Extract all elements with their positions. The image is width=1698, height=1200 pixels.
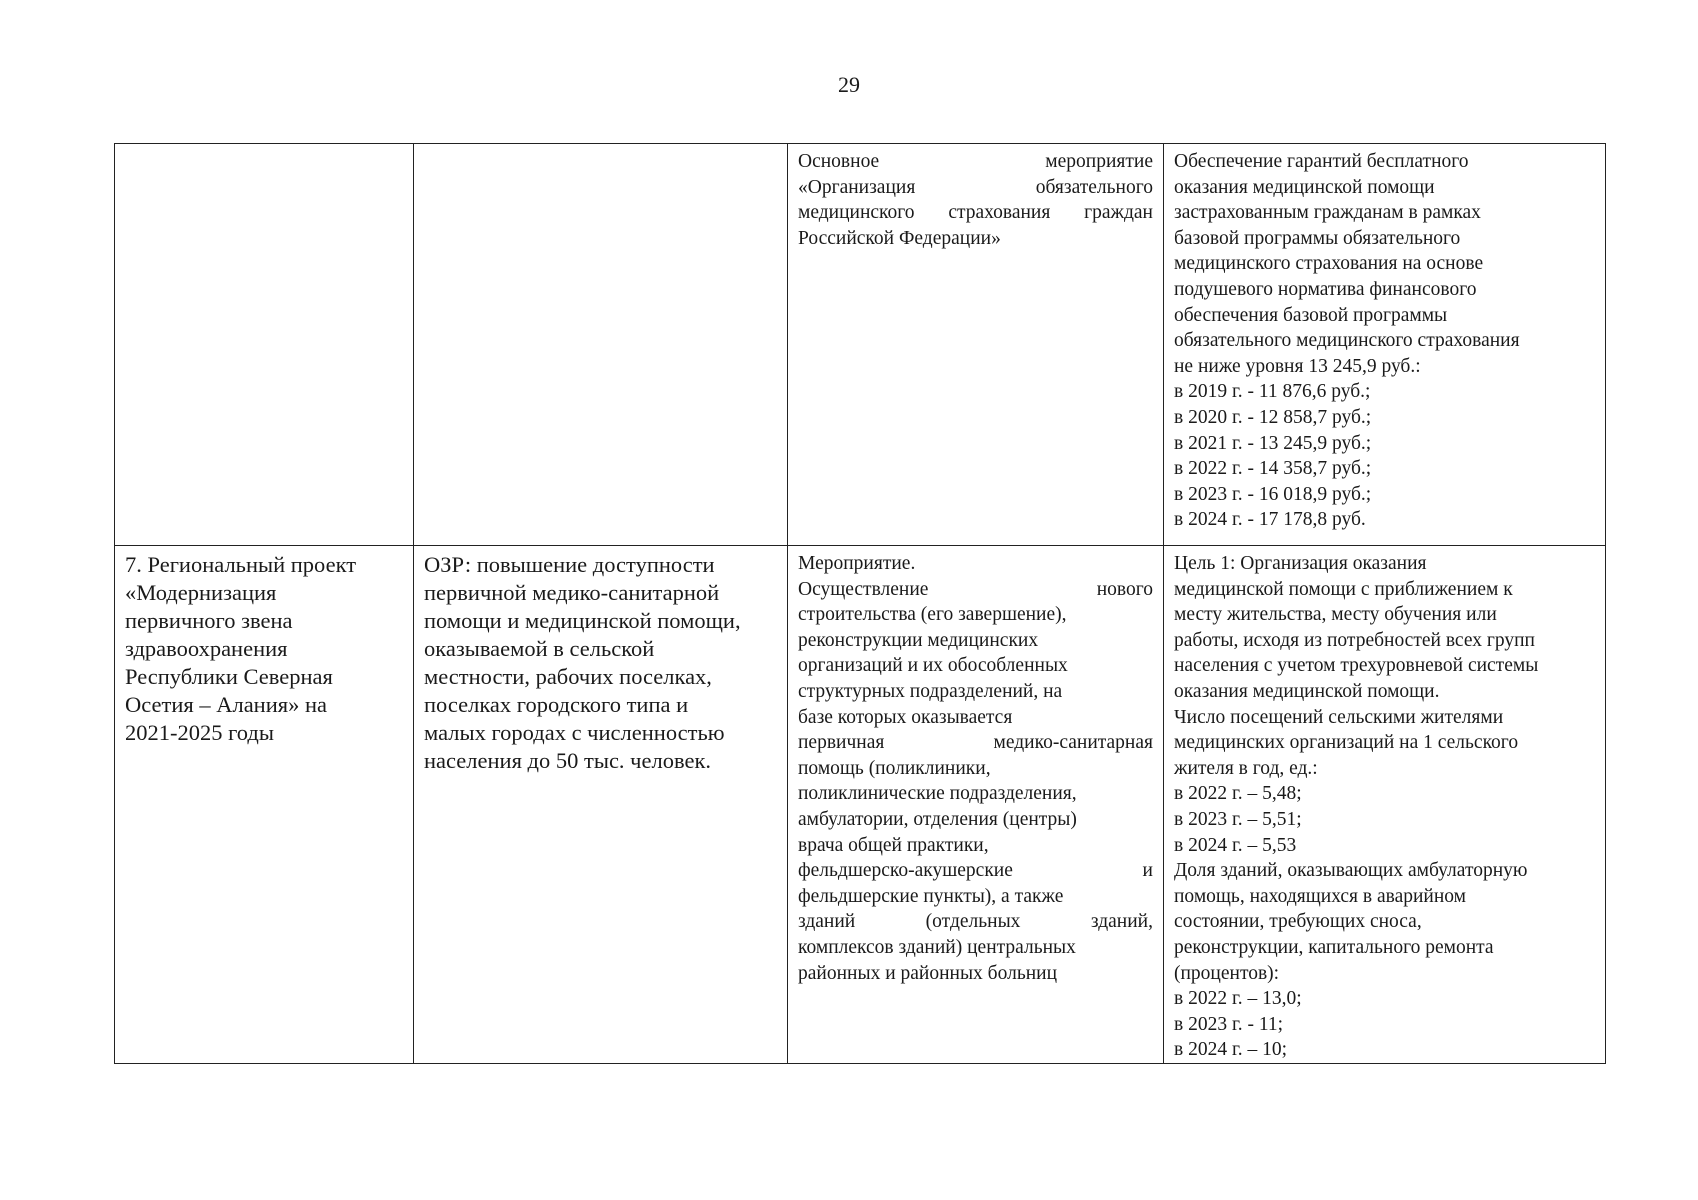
text-line: застрахованным гражданам в рамках xyxy=(1174,202,1481,224)
text-line: работы, исходя из потребностей всех групп xyxy=(1174,629,1535,651)
text-line: базовой программы обязательного xyxy=(1174,227,1461,249)
text-line: 7. Региональный проект xyxy=(125,552,357,577)
text-line: в 2022 г. - 14 358,7 руб.; xyxy=(1174,458,1372,480)
table-cell-indicators xyxy=(1164,546,1606,1064)
text-line: фельдшерские пункты), а также xyxy=(798,885,1064,907)
text-line: «Организация обязательного xyxy=(798,176,1153,198)
text-line: Основное мероприятие xyxy=(798,151,1153,172)
text-line: амбулатории, отделения (центры) xyxy=(798,808,1077,830)
text-line: Доля зданий, оказывающих амбулаторную xyxy=(1174,860,1528,882)
text-line: Мероприятие. xyxy=(798,553,916,574)
text-line: в 2022 г. – 13,0; xyxy=(1174,988,1302,1010)
text-line: местности, рабочих поселках, xyxy=(424,664,712,689)
text-line: помощи и медицинской помощи, xyxy=(424,608,741,633)
text-line: в 2023 г. - 11; xyxy=(1174,1013,1284,1035)
text-line: в 2024 г. – 5,53 xyxy=(1174,834,1297,856)
text-line: обеспечения базовой программы xyxy=(1174,304,1448,326)
text-line: жителя в год, ед.: xyxy=(1174,757,1318,779)
text-line: месту жительства, месту обучения или xyxy=(1174,604,1497,626)
text-line: поликлинические подразделения, xyxy=(798,783,1077,805)
table-cell-goal xyxy=(414,546,788,1064)
text-line: Российской Федерации» xyxy=(798,227,1001,249)
text-line: Обеспечение гарантий бесплатного xyxy=(1174,151,1469,172)
text-line: в 2023 г. - 16 018,9 руб.; xyxy=(1174,483,1372,505)
table-cell-empty xyxy=(414,144,788,546)
text-line: не ниже уровня 13 245,9 руб.: xyxy=(1174,355,1421,377)
text-line: помощь, находящихся в аварийном xyxy=(1174,885,1466,907)
table-row xyxy=(115,144,1606,546)
text-line: 2021-2025 годы xyxy=(125,720,274,745)
text-line: районных и районных больниц xyxy=(798,962,1058,984)
table-cell-activity xyxy=(788,546,1164,1064)
program-table xyxy=(114,143,1606,1064)
text-line: в 2020 г. - 12 858,7 руб.; xyxy=(1174,406,1372,428)
text-line: базе которых оказывается xyxy=(798,706,1013,728)
text-line: в 2019 г. - 11 876,6 руб.; xyxy=(1174,381,1371,403)
text-line: строительства (его завершение), xyxy=(798,604,1067,626)
text-line: в 2021 г. - 13 245,9 руб.; xyxy=(1174,432,1372,454)
text-line: обязательного медицинского страхования xyxy=(1174,330,1520,352)
text-line: здравоохранения xyxy=(125,636,288,661)
text-line: первичная медико-санитарная xyxy=(798,732,1153,754)
text-line: в 2024 г. - 17 178,8 руб. xyxy=(1174,509,1366,531)
text-line: поселках городского типа и xyxy=(424,692,689,717)
text-line: структурных подразделений, на xyxy=(798,680,1063,702)
text-line: малых городах с численностью xyxy=(424,720,725,745)
text-line: медицинской помощи с приближением к xyxy=(1174,578,1513,600)
text-line: фельдшерско-акушерские и xyxy=(798,860,1153,882)
text-line: Республики Северная xyxy=(125,664,333,689)
text-line: врача общей практики, xyxy=(798,834,989,856)
text-line: (процентов): xyxy=(1174,962,1280,984)
text-line: в 2022 г. – 5,48; xyxy=(1174,783,1302,805)
text-line: ОЗР: повышение доступности xyxy=(424,552,715,577)
text-line: комплексов зданий) центральных xyxy=(798,936,1076,958)
text-line: первичной медико-санитарной xyxy=(424,580,720,605)
text-line: реконструкции медицинских xyxy=(798,629,1039,651)
text-line: подушевого норматива финансового xyxy=(1174,278,1477,300)
table-cell-indicators xyxy=(1164,144,1606,546)
text-line: медицинского страхования граждан xyxy=(798,202,1153,224)
text-line: медицинских организаций на 1 сельского xyxy=(1174,732,1519,754)
page-number: 29 xyxy=(838,72,860,97)
text-line: населения с учетом трехуровневой системы xyxy=(1174,655,1539,677)
text-line: «Модернизация xyxy=(125,580,277,605)
text-line: в 2023 г. – 5,51; xyxy=(1174,808,1302,830)
text-line: Осуществление нового xyxy=(798,578,1153,600)
text-line: зданий (отдельных зданий, xyxy=(798,911,1153,933)
table-row xyxy=(115,546,1606,1064)
text-line: Цель 1: Организация оказания xyxy=(1174,553,1427,574)
table-cell-activity xyxy=(788,144,1164,546)
text-line: населения до 50 тыс. человек. xyxy=(424,748,711,773)
text-line: первичного звена xyxy=(125,608,293,633)
text-line: в 2024 г. – 10; xyxy=(1174,1039,1288,1061)
text-line: состоянии, требующих сноса, xyxy=(1174,911,1422,933)
text-line: оказываемой в сельской xyxy=(424,636,655,661)
text-line: помощь (поликлиники, xyxy=(798,757,991,779)
table-cell-project xyxy=(115,546,414,1064)
text-line: организаций и их обособленных xyxy=(798,655,1068,677)
text-line: Осетия – Алания» на xyxy=(125,692,328,717)
text-line: оказания медицинской помощи xyxy=(1174,176,1435,198)
text-line: Число посещений сельскими жителями xyxy=(1174,706,1504,728)
text-line: оказания медицинской помощи. xyxy=(1174,680,1440,702)
text-line: реконструкции, капитального ремонта xyxy=(1174,936,1494,958)
text-line: медицинского страхования на основе xyxy=(1174,253,1484,275)
table-cell-empty xyxy=(115,144,414,546)
